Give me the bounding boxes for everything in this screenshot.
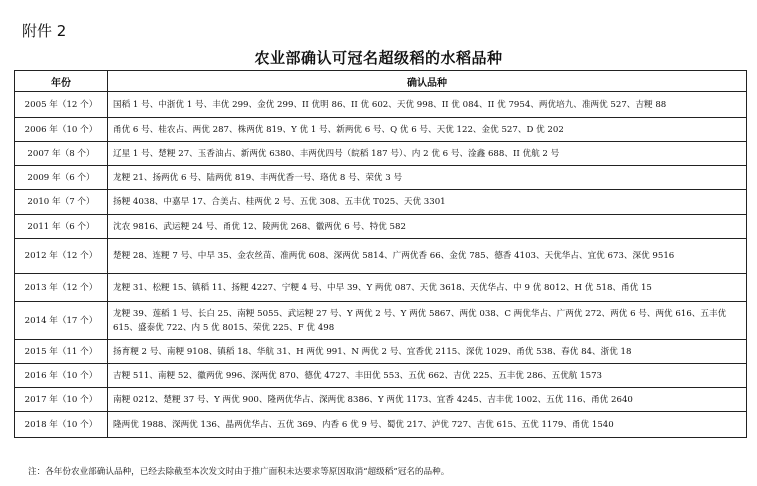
year-cell: 2016 年（10 个） [15, 364, 108, 388]
varieties-cell: 楚粳 28、连粳 7 号、中早 35、金农丝苗、准两优 608、深两优 5814、广两优香 66、金优 785、德香 4103、天优华占、宜优 673、深优 9516 [108, 239, 747, 274]
year-cell: 2006 年（10 个） [15, 118, 108, 142]
table-row [15, 364, 747, 388]
rice-varieties-table [14, 70, 747, 438]
varieties-cell: 甬优 6 号、桂农占、两优 287、株两优 819、Y 优 1 号、新两优 6 号、Q 优 6 号、天优 122、金优 527、D 优 202 [108, 118, 747, 142]
varieties-cell: 龙粳 21、扬两优 6 号、陆两优 819、丰两优香一号、珞优 8 号、荣优 3 号 [108, 166, 747, 190]
year-cell: 2009 年（6 个） [15, 166, 108, 190]
table-row [15, 239, 747, 274]
table-row [15, 142, 747, 166]
varieties-cell: 南粳 0212、楚粳 37 号、Y 两优 900、隆两优华占、深两优 8386、Y 两优 1173、宜香 4245、吉丰优 1002、五优 116、甬优 2640 [108, 388, 747, 412]
table-row [15, 340, 747, 364]
table-row [15, 412, 747, 438]
year-cell: 2011 年（6 个） [15, 215, 108, 239]
table-row [15, 92, 747, 118]
varieties-column-header: 确认品种 [108, 71, 747, 92]
varieties-cell: 扬育粳 2 号、南粳 9108、镇稻 18、华航 31、H 两优 991、N 两优 2 号、宜香优 2115、深优 1029、甬优 538、春优 84、浙优 18 [108, 340, 747, 364]
table-row [15, 118, 747, 142]
varieties-cell: 国稻 1 号、中浙优 1 号、丰优 299、金优 299、II 优明 86、II 优 602、天优 998、II 优 084、II 优 7954、两优培九、准两优 527、吉粳 88 [108, 92, 747, 118]
attachment-label: 附件 2 [22, 22, 67, 40]
varieties-cell: 隆两优 1988、深两优 136、晶两优华占、五优 369、内香 6 优 9 号、蜀优 217、泸优 727、吉优 615、五优 1179、甬优 1540 [108, 412, 747, 438]
year-cell: 2017 年（10 个） [15, 388, 108, 412]
year-cell: 2013 年（12 个） [15, 274, 108, 302]
varieties-cell: 辽星 1 号、楚粳 27、玉香油占、新两优 6380、丰两优四号（皖稻 187 号）、内 2 优 6 号、淦鑫 688、II 优航 2 号 [108, 142, 747, 166]
varieties-cell: 龙粳 31、松粳 15、镇稻 11、扬粳 4227、宁粳 4 号、中早 39、Y 两优 087、天优 3618、天优华占、中 9 优 8012、H 优 518、甬优 15 [108, 274, 747, 302]
table-header-row [15, 71, 747, 92]
year-cell: 2007 年（8 个） [15, 142, 108, 166]
footnote: 注：各年份农业部确认品种，已经去除截至本次发文时由于推广面积未达要求等原因取消“超级稻”冠名的品种。 [28, 467, 450, 477]
varieties-cell: 龙粳 39、莲稻 1 号、长白 25、南粳 5055、武运粳 27 号、Y 两优 2 号、Y 两优 5867、两优 038、C 两优华占、广两优 272、两优 6 号、两优 616、五丰优 615、盛泰优 722、内 5 优 8015、荣优 225、F 优 498 [108, 302, 747, 340]
year-cell: 2015 年（11 个） [15, 340, 108, 364]
table-row [15, 274, 747, 302]
table-row [15, 388, 747, 412]
year-cell: 2014 年（17 个） [15, 302, 108, 340]
year-cell: 2010 年（7 个） [15, 190, 108, 215]
varieties-cell: 扬粳 4038、中嘉早 17、合美占、桂两优 2 号、五优 308、五丰优 T025、天优 3301 [108, 190, 747, 215]
varieties-cell: 吉粳 511、南粳 52、徽两优 996、深两优 870、德优 4727、丰田优 553、五优 662、吉优 225、五丰优 286、五优航 1573 [108, 364, 747, 388]
year-cell: 2005 年（12 个） [15, 92, 108, 118]
table-row [15, 215, 747, 239]
document-title: 农业部确认可冠名超级稻的水稻品种 [254, 49, 503, 67]
varieties-cell: 沈农 9816、武运粳 24 号、甬优 12、陵两优 268、徽两优 6 号、特优 582 [108, 215, 747, 239]
table-row [15, 166, 747, 190]
year-cell: 2018 年（10 个） [15, 412, 108, 438]
year-column-header: 年份 [15, 71, 108, 92]
year-cell: 2012 年（12 个） [15, 239, 108, 274]
table-row [15, 190, 747, 215]
table-row [15, 302, 747, 340]
